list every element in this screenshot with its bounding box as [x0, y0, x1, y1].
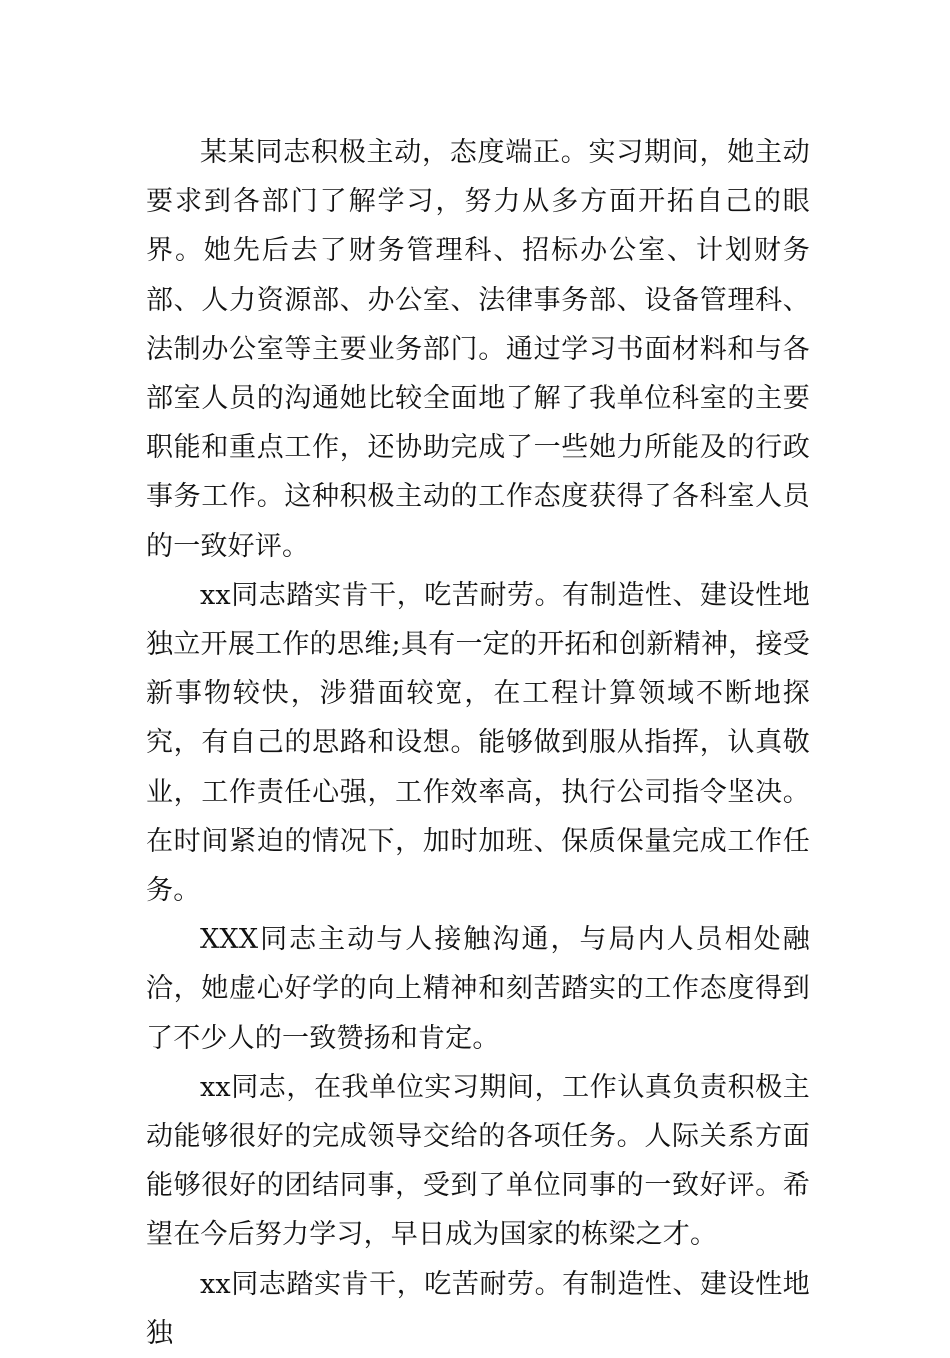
- document-body: [146, 128, 810, 1358]
- paragraph-2: xx同志踏实肯干，吃苦耐劳。有制造性、建设性地独立开展工作的思维;具有一定的开拓和创新精神，接受新事物较快，涉猎面较宽，在工程计算领域不断地探究，有自己的思路和设想。能够做到服从指挥，认真敬业，工作责任心强，工作效率高，执行公司指令坚决。在时间紧迫的情况下，加时加班、保质保量完成工作任务。: [146, 579, 810, 907]
- paragraph-1: 某某同志积极主动，态度端正。实习期间，她主动要求到各部门了解学习，努力从多方面开拓自己的眼界。她先后去了财务管理科、招标办公室、计划财务部、人力资源部、办公室、法律事务部、设备管理科、法制办公室等主要业务部门。通过学习书面材料和与各部室人员的沟通她比较全面地了解了我单位科室的主要职能和重点工作，还协助完成了一些她力所能及的行政事务工作。这种积极主动的工作态度获得了各科室人员的一致好评。: [146, 137, 810, 562]
- paragraph-5: xx同志踏实肯干，吃苦耐劳。有制造性、建设性地独: [146, 1268, 810, 1349]
- paragraph-4: xx同志，在我单位实习期间，工作认真负责积极主动能够很好的完成领导交给的各项任务。人际关系方面能够很好的团结同事，受到了单位同事的一致好评。希望在今后努力学习，早日成为国家的栋梁之才。: [146, 1071, 810, 1251]
- paragraph-3: XXX同志主动与人接触沟通，与局内人员相处融洽，她虚心好学的向上精神和刻苦踏实的工作态度得到了不少人的一致赞扬和肯定。: [146, 924, 810, 1054]
